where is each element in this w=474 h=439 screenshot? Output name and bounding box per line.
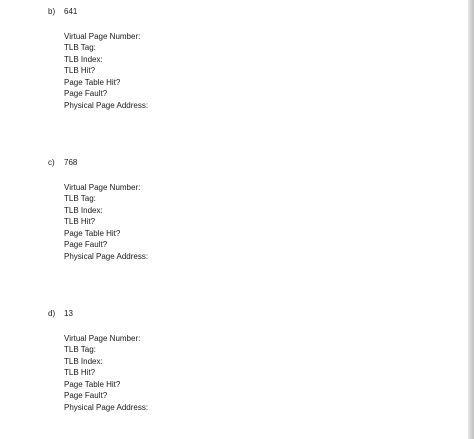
question-letter: b) xyxy=(48,7,56,16)
field-virtual-page-number: Virtual Page Number: xyxy=(64,32,141,41)
field-page-fault: Page Fault? xyxy=(64,391,108,400)
question-letter: d) xyxy=(48,309,56,318)
field-page-fault: Page Fault? xyxy=(64,240,108,249)
page-edge-shadow xyxy=(468,0,474,439)
question-heading xyxy=(48,158,77,168)
field-page-table-hit: Page Table Hit? xyxy=(64,380,121,389)
question-letter: c) xyxy=(48,158,55,167)
field-physical-page-address: Physical Page Address: xyxy=(64,101,149,110)
field-tlb-index: TLB Index: xyxy=(64,206,103,215)
field-tlb-index: TLB Index: xyxy=(64,55,103,64)
field-physical-page-address: Physical Page Address: xyxy=(64,252,149,261)
field-tlb-hit: TLB Hit? xyxy=(64,217,96,226)
field-tlb-hit: TLB Hit? xyxy=(64,368,96,377)
field-virtual-page-number: Virtual Page Number: xyxy=(64,183,141,192)
question-address: 13 xyxy=(64,309,73,318)
question-address: 768 xyxy=(64,158,78,167)
field-tlb-tag: TLB Tag: xyxy=(64,43,96,52)
field-tlb-tag: TLB Tag: xyxy=(64,345,96,354)
field-physical-page-address: Physical Page Address: xyxy=(64,403,149,412)
field-tlb-index: TLB Index: xyxy=(64,357,103,366)
field-virtual-page-number: Virtual Page Number: xyxy=(64,334,141,343)
field-page-table-hit: Page Table Hit? xyxy=(64,78,121,87)
question-heading xyxy=(48,7,77,17)
question-address: 641 xyxy=(64,7,78,16)
field-page-fault: Page Fault? xyxy=(64,89,108,98)
field-tlb-tag: TLB Tag: xyxy=(64,194,96,203)
field-page-table-hit: Page Table Hit? xyxy=(64,229,121,238)
question-heading xyxy=(48,309,73,319)
field-tlb-hit: TLB Hit? xyxy=(64,66,96,75)
